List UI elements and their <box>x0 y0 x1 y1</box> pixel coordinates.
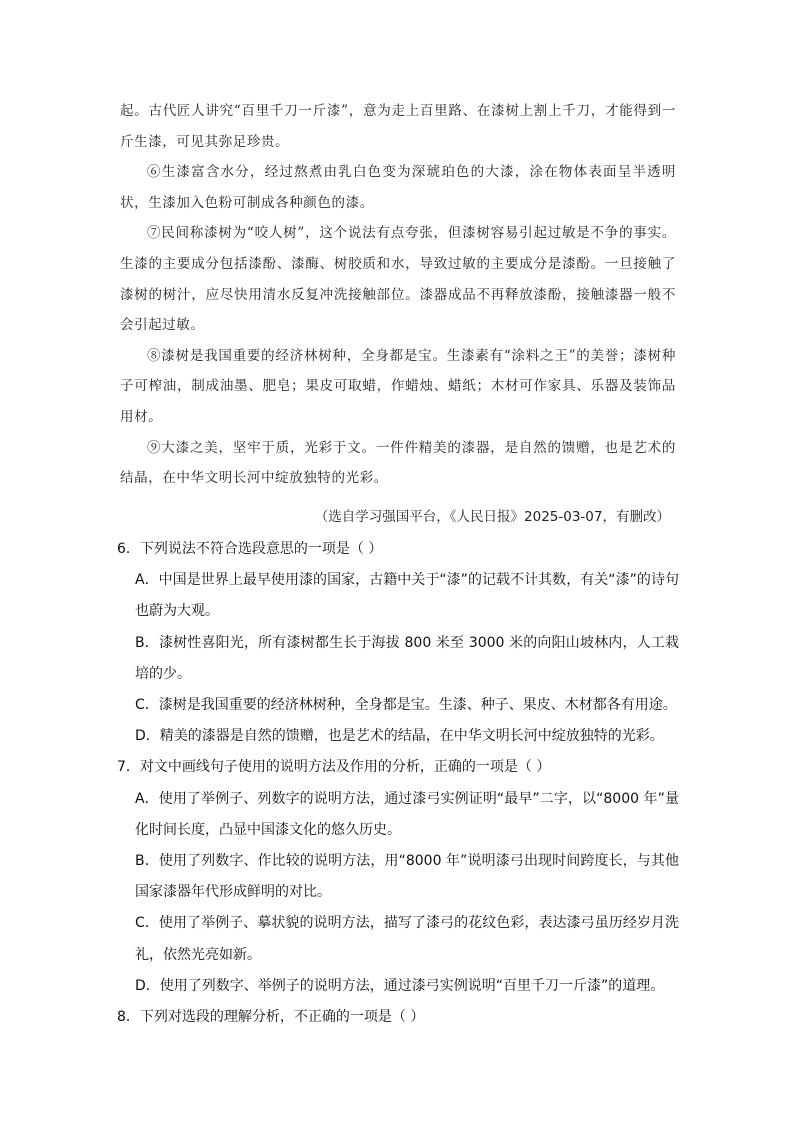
question-7 <box>117 752 679 1002</box>
question-option-b: B．使用了列数字、作比较的说明方法，用“8000 年”说明漆弓出现时间跨度长，与其他国家漆器年代形成鲜明的对比。 <box>135 853 679 901</box>
question-option-b: B．漆树性喜阳光，所有漆树都生长于海拔 800 米至 3000 米的向阳山坡林内，人工栽培的少。 <box>135 634 679 682</box>
question-stem: 7．对文中画线句子使用的说明方法及作用的分析，正确的一项是（ ） <box>117 759 551 776</box>
passage-source: （选自学习强国平台，《人民日报》2025-03-07，有删改） <box>314 509 670 525</box>
question-list <box>117 534 679 1033</box>
question-option-a: A．使用了举例子、列数字的说明方法，通过漆弓实例证明“最早”二字，以“8000 年”量化时间长度，凸显中国漆文化的悠久历史。 <box>135 790 679 838</box>
question-6 <box>117 534 679 752</box>
passage-paragraph: ⑦民间称漆树为“咬人树”，这个说法有点夸张，但漆树容易引起过敏是不争的事实。生漆的主要成分包括漆酚、漆酶、树胶质和水，导致过敏的主要成分是漆酚。一旦接触了漆树的树汁，应尽快用清水反复冲洗接触部位。漆器成品不再释放漆酚，接触漆器一般不会引起过敏。 <box>120 225 676 334</box>
question-option-a: A．中国是世界上最早使用漆的国家，古籍中关于“漆”的记载不计其数，有关“漆”的诗句也蔚为大观。 <box>135 572 679 620</box>
question-option-c: C．使用了举例子、摹状貌的说明方法，描写了漆弓的花纹色彩，表达漆弓虽历经岁月洗礼，依然光亮如新。 <box>135 915 679 963</box>
question-stem: 6．下列说法不符合选段意思的一项是（ ） <box>117 541 383 557</box>
reading-passage <box>120 96 676 494</box>
passage-paragraph: ⑨大漆之美，坚牢于质，光彩于文。一件件精美的漆器，是自然的馈赠，也是艺术的结晶，在中华文明长河中绽放独特的光彩。 <box>120 439 676 487</box>
question-option-c: C．漆树是我国重要的经济林树种，全身都是宝。生漆、种子、果皮、木材都各有用途。 <box>135 697 677 714</box>
passage-paragraph: 起。古代匠人讲究“百里千刀一斤漆”，意为走上百里路、在漆树上割上千刀，才能得到一斤生漆，可见其弥足珍贵。 <box>120 103 676 150</box>
question-8 <box>117 1002 679 1033</box>
question-option-d: D．使用了列数字、举例子的说明方法，通过漆弓实例说明“百里千刀一斤漆”的道理。 <box>135 977 665 994</box>
question-option-d: D．精美的漆器是自然的馈赠，也是艺术的结晶，在中华文明长河中绽放独特的光彩。 <box>135 728 664 745</box>
passage-paragraph: ⑥生漆富含水分，经过熬煮由乳白色变为深琥珀色的大漆，涂在物体表面呈半透明状，生漆加入色粉可制成各种颜色的漆。 <box>120 164 676 211</box>
question-stem: 8．下列对选段的理解分析，不正确的一项是（ ） <box>117 1009 425 1026</box>
passage-paragraph: ⑧漆树是我国重要的经济林树种，全身都是宝。生漆素有“涂料之王”的美誉；漆树种子可榨油，制成油墨、肥皂；果皮可取蜡，作蜡烛、蜡纸；木材可作家具、乐器及装饰品用材。 <box>120 347 676 425</box>
